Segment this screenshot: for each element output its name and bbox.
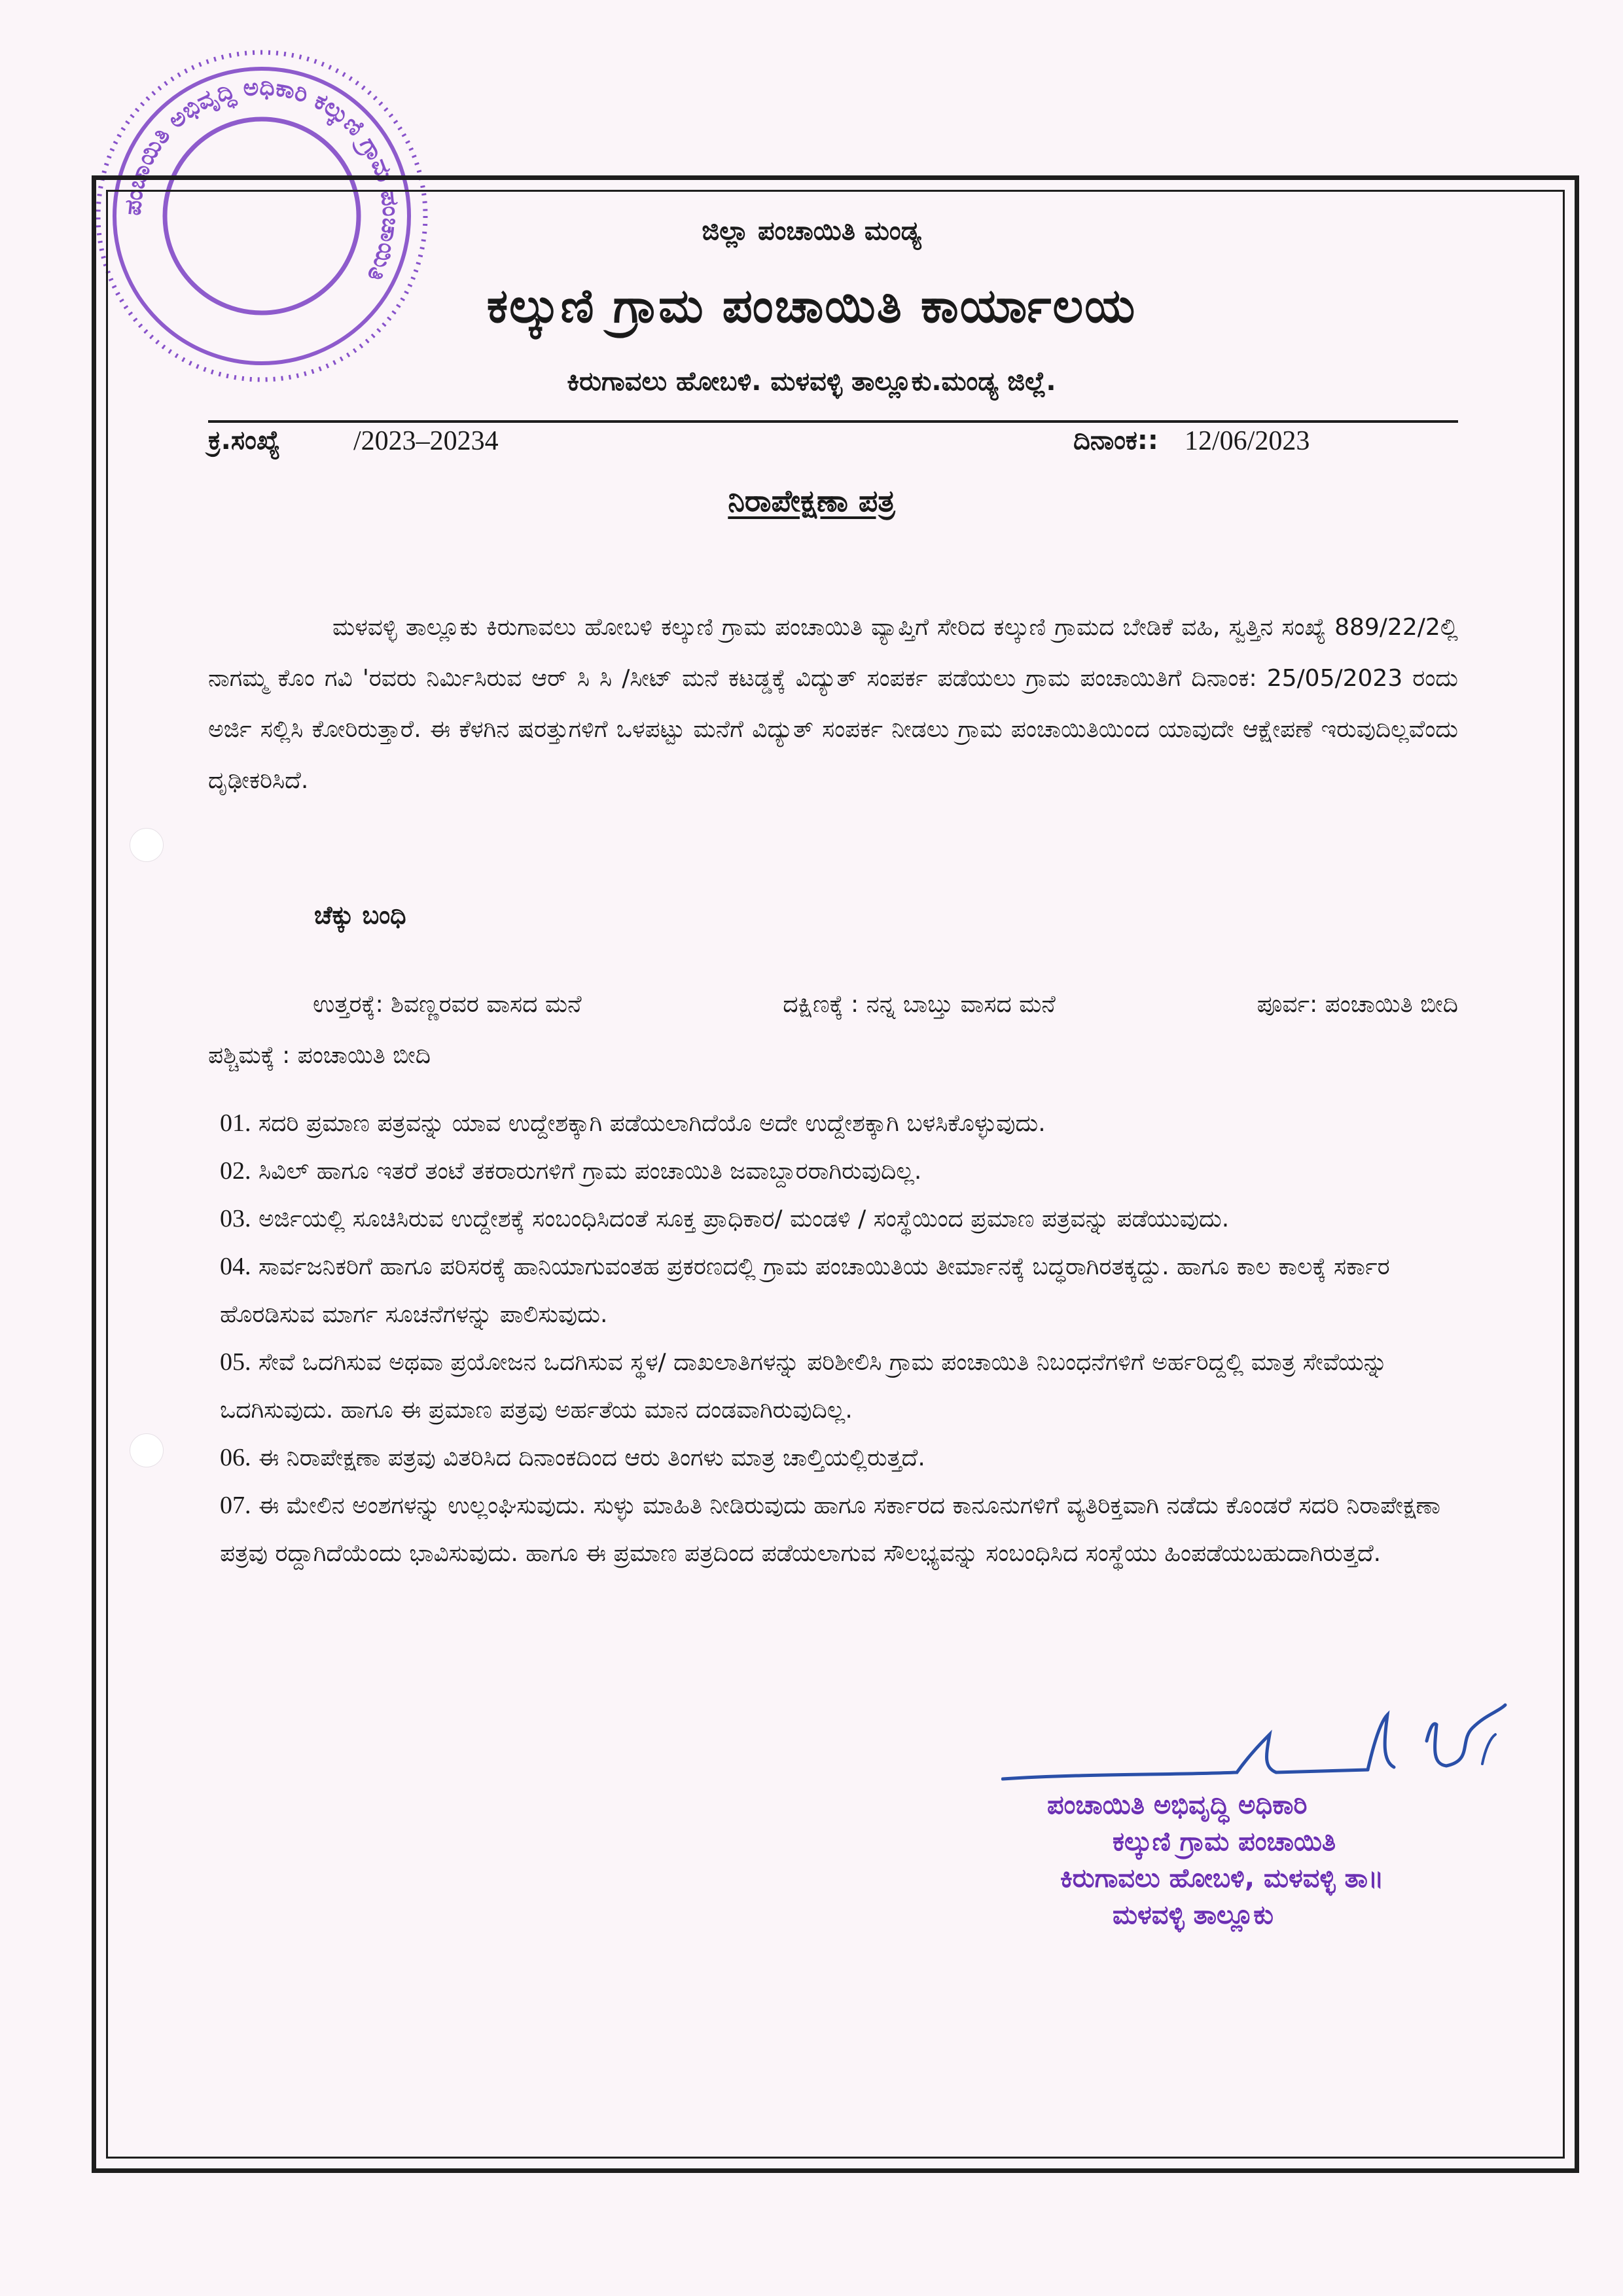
date-label: ದಿನಾಂಕ:: [1073,425,1158,456]
punch-hole [130,828,164,862]
seal-line-taluk: ಮಳವಳ್ಳಿ ತಾಲ್ಲೂಕು [1113,1900,1274,1930]
document-title: ನಿರಾಪೇಕ್ಷಣಾ ಪತ್ರ [728,483,895,518]
stamp-ring-text: ಪಂಚಾಯಿತಿ ಅಭಿವೃದ್ಧಿ ಅಧಿಕಾರಿ ಕಲ್ಕುಣಿ ಗ್ರಾಮ ಪಂಚಾಯಿತಿ [119,73,404,286]
header-divider [208,420,1458,423]
condition-item: 05. ಸೇವೆ ಒದಗಿಸುವ ಅಥವಾ ಪ್ರಯೋಜನ ಒದಗಿಸುವ ಸ್ಥಳ/ ದಾಖಲಾತಿಗಳನ್ನು ಪರಿಶೀಲಿಸಿ ಗ್ರಾಮ ಪಂಚಾಯಿತಿ ನಿಬಂಧನೆಗಳಿಗೆ ಅರ್ಹರಿದ್ದಲ್ಲಿ ಮಾತ್ರ ಸೇವೆಯನ್ನು ಒದಗಿಸುವುದು. ಹಾಗೂ ಈ ಪ್ರಮಾಣ ಪತ್ರವು ಅರ್ಹತೆಯ ಮಾನ ದಂಡವಾಗಿರುವುದಿಲ್ಲ. [220,1348,1387,1424]
condition-item: 03. ಅರ್ಜಿಯಲ್ಲಿ ಸೂಚಿಸಿರುವ ಉದ್ದೇಶಕ್ಕೆ ಸಂಬಂಧಿಸಿದಂತೆ ಸೂಕ್ತ ಪ್ರಾಧಿಕಾರ/ ಮಂಡಳಿ / ಸಂಸ್ಥೆಯಿಂದ ಪ್ರಮಾಣ ಪತ್ರವನ್ನು ಪಡೆಯುವುದು. [220,1205,1230,1232]
condition-item: 01. ಸದರಿ ಪ್ರಮಾಣ ಪತ್ರವನ್ನು ಯಾವ ಉದ್ದೇಶಕ್ಕಾಗಿ ಪಡೆಯಲಾಗಿದೆಯೊ ಅದೇ ಉದ್ದೇಶಕ್ಕಾಗಿ ಬಳಸಿಕೊಳ್ಳುವುದು. [220,1109,1046,1137]
seal-line-location: ಕಿರುಗಾವಲು ಹೋಬಳಿ, ಮಳವಳ್ಳಿ ತಾ॥ [1060,1863,1384,1893]
condition-item: 04. ಸಾರ್ವಜನಿಕರಿಗೆ ಹಾಗೂ ಪರಿಸರಕ್ಕೆ ಹಾನಿಯಾಗುವಂತಹ ಪ್ರಕರಣದಲ್ಲಿ ಗ್ರಾಮ ಪಂಚಾಯಿತಿಯ ತೀರ್ಮಾನಕ್ಕೆ ಬದ್ಧರಾಗಿರತಕ್ಕದ್ದು. ಹಾಗೂ ಕಾಲ ಕಾಲಕ್ಕೆ ಸರ್ಕಾರ ಹೊರಡಿಸುವ ಮಾರ್ಗ ಸೂಚನೆಗಳನ್ನು ಪಾಲಿಸುವುದು. [220,1253,1390,1328]
boundary-east: ಪೂರ್ವ: ಪಂಚಾಯಿತಿ ಬೀದಿ [1257,991,1458,1018]
conditions-list [220,1100,1458,1577]
condition-item: 02. ಸಿವಿಲ್ ಹಾಗೂ ಇತರೆ ತಂಟೆ ತಕರಾರುಗಳಿಗೆ ಗ್ರಾಮ ಪಂಚಾಯಿತಿ ಜವಾಬ್ದಾರರಾಗಿರುವುದಿಲ್ಲ. [220,1157,922,1185]
condition-item: 06. ಈ ನಿರಾಪೇಕ್ಷಣಾ ಪತ್ರವು ವಿತರಿಸಿದ ದಿನಾಂಕದಿಂದ ಆರು ತಿಂಗಳು ಮಾತ್ರ ಚಾಲ್ತಿಯಲ್ಲಿರುತ್ತದೆ. [220,1444,925,1471]
office-address: ಕಿರುಗಾವಲು ಹೋಬಳಿ. ಮಳವಳ್ಳಿ ತಾಲ್ಲೂಕು.ಮಂಡ್ಯ ಜಿಲ್ಲೆ. [567,367,1056,397]
seal-line-panchayat: ಕಲ್ಕುಣಿ ಗ್ರಾಮ ಪಂಚಾಯಿತಿ [1113,1827,1336,1857]
punch-hole [130,1433,164,1467]
boundaries-heading: ಚೆಕ್ಕು ಬಂಧಿ [314,901,406,929]
boundary-north: ಉತ್ತರಕ್ಕೆ: ಶಿವಣ್ಣರವರ ವಾಸದ ಮನೆ [313,991,582,1018]
reference-number-value: /2023–20234 [353,426,499,456]
body-paragraph: ಮಳವಳ್ಳಿ ತಾಲ್ಲೂಕು ಕಿರುಗಾವಲು ಹೋಬಳಿ ಕಲ್ಕುಣಿ ಗ್ರಾಮ ಪಂಚಾಯಿತಿ ವ್ಯಾಪ್ತಿಗೆ ಸೇರಿದ ಕಲ್ಕುಣಿ ಗ್ರಾಮದ ಬೇಡಿಕೆ ವಹಿ, ಸ್ವತ್ತಿನ ಸಂಖ್ಯೆ 889/22/2ಲ್ಲಿ ನಾಗಮ್ಮ ಕೊಂ ಗವಿ 'ರವರು ನಿರ್ಮಿಸಿರುವ ಆರ್ ಸಿ ಸಿ /ಸೀಟ್ ಮನೆ ಕಟಡ್ಡಕ್ಕೆ ವಿದ್ಯುತ್ ಸಂಪರ್ಕ ಪಡೆಯಲು ಗ್ರಾಮ ಪಂಚಾಯಿತಿಗೆ ದಿನಾಂಕ: 25/05/2023 ರಂದು ಅರ್ಜಿ ಸಲ್ಲಿಸಿ ಕೋರಿರುತ್ತಾರೆ. ಈ ಕೆಳಗಿನ ಷರತ್ತುಗಳಿಗೆ ಒಳಪಟ್ಟು ಮನೆಗೆ ವಿದ್ಯುತ್ ಸಂಪರ್ಕ ನೀಡಲು ಗ್ರಾಮ ಪಂಚಾಯಿತಿಯಿಂದ ಯಾವುದೇ ಆಕ್ಷೇಪಣೆ ಇರುವುದಿಲ್ಲವೆಂದು ದೃಢೀಕರಿಸಿದೆ. [208,614,1458,794]
condition-item: 07. ಈ ಮೇಲಿನ ಅಂಶಗಳನ್ನು ಉಲ್ಲಂಘಿಸುವುದು. ಸುಳ್ಳು ಮಾಹಿತಿ ನೀಡಿರುವುದು ಹಾಗೂ ಸರ್ಕಾರದ ಕಾನೂನುಗಳಿಗೆ ವ್ಯತಿರಿಕ್ತವಾಗಿ ನಡೆದು ಕೊಂಡರೆ ಸದರಿ ನಿರಾಪೇಕ್ಷಣಾ ಪತ್ರವು ರದ್ದಾಗಿದೆಯೆಂದು ಭಾವಿಸುವುದು. ಹಾಗೂ ಈ ಪ್ರಮಾಣ ಪತ್ರದಿಂದ ಪಡೆಯಲಾಗುವ ಸೌಲಭ್ಯವನ್ನು ಸಂಬಂಧಿಸಿದ ಸಂಸ್ಥೆಯು ಹಿಂಪಡೆಯಬಹುದಾಗಿರುತ್ತದೆ. [220,1492,1440,1567]
boundaries-block [208,979,1458,1081]
office-name: ಕಲ್ಕುಣಿ ಗ್ರಾಮ ಪಂಚಾಯಿತಿ ಕಾರ್ಯಾಲಯ [486,278,1137,333]
district-name: ಜಿಲ್ಲಾ ಪಂಚಾಯಿತಿ ಮಂಡ್ಯ [702,216,921,246]
date-value: 12/06/2023 [1185,426,1310,456]
seal-line-designation: ಪಂಚಾಯಿತಿ ಅಭಿವೃದ್ಧಿ ಅಧಿಕಾರಿ [1047,1790,1308,1820]
reference-number-label: ಕ್ರ.ಸಂಖ್ಯೆ [208,425,281,456]
boundary-west: ಪಶ್ಚಿಮಕ್ಕೆ : ಪಂಚಾಯಿತಿ ಬೀದಿ [208,1042,431,1069]
designation-seal [1021,1787,1479,1933]
boundary-south: ದಕ್ಷಿಣಕ್ಕೆ : ನನ್ನ ಬಾಬ್ತು ವಾಸದ ಮನೆ [783,991,1056,1018]
